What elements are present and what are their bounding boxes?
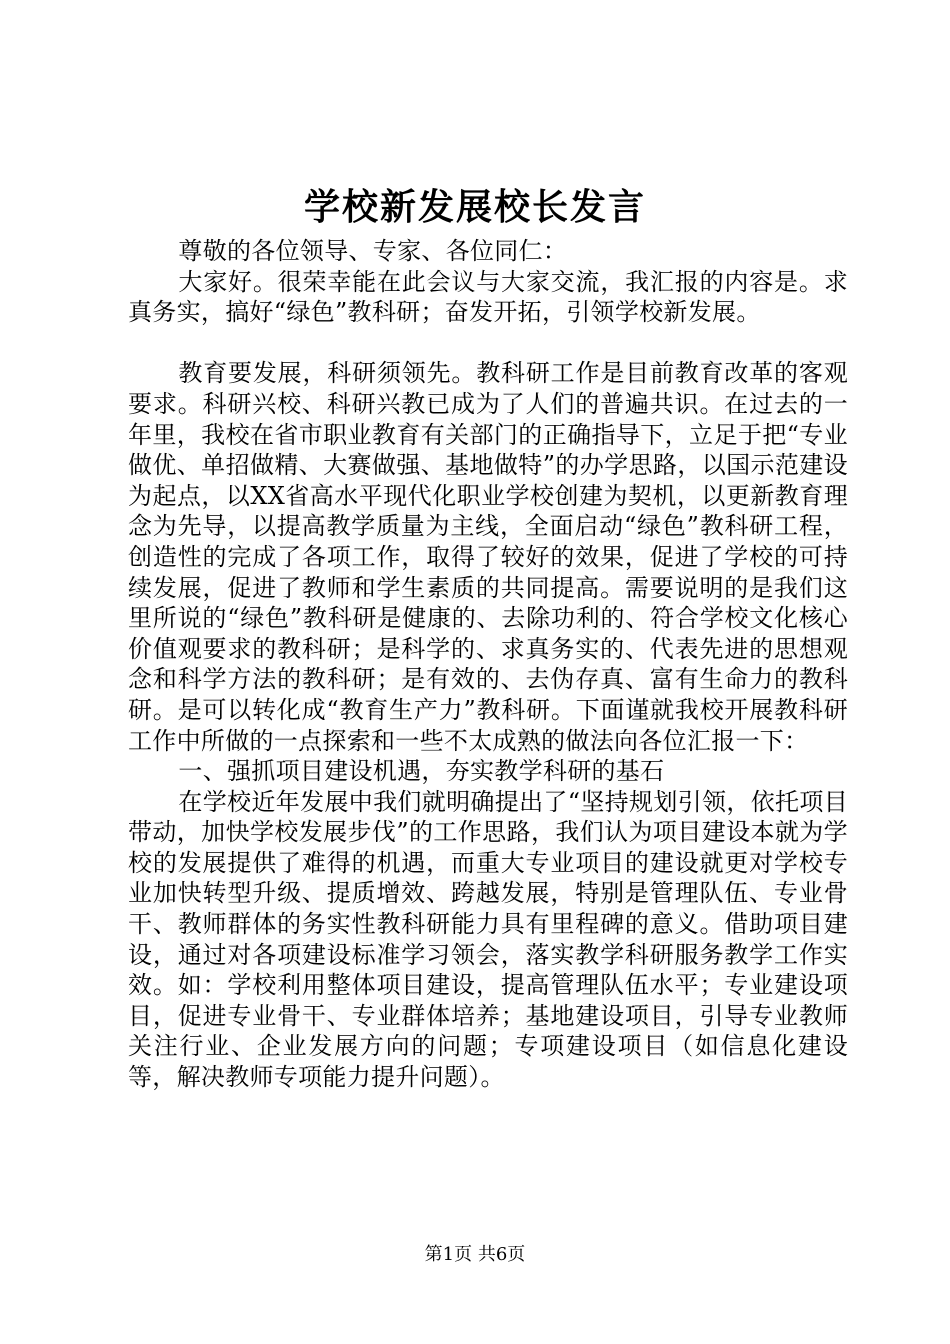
section-heading-one: 一、强抓项目建设机遇，夯实教学科研的基石: [178, 757, 665, 786]
project-development-paragraph: 在学校近年发展中我们就明确提出了“坚持规划引领，依托项目带动，加快学校发展步伐”的工作思路，我们认为项目建设本就为学校的发展提供了难得的机遇，而重大专业项目的建设就更对学校专业加快转型升级、提质增效、跨越发展，特别是管理队伍、专业骨干、教师群体的务实性教科研能力具有里程碑的意义。借助项目建设，通过对各项建设标准学习领会，落实教学科研服务教学工作实效。如：学校利用整体项目建设，提高管理队伍水平；专业建设项目，促进专业骨干、专业群体培养；基地建设项目，引导专业教师关注行业、企业发展方向的问题；专项建设项目（如信息化建设等，解决教师专项能力提升问题）。: [128, 787, 848, 1092]
research-overview-paragraph: 教育要发展，科研须领先。教科研工作是目前教育改革的客观要求。科研兴校、科研兴教已成为了人们的普遍共识。在过去的一年里，我校在省市职业教育有关部门的正确指导下，立足于把“专业做优、单招做精、大赛做强、基地做特”的办学思路，以国示范建设为起点，以XX省高水平现代化职业学校创建为契机，以更新教育理念为先导，以提高教学质量为主线，全面启动“绿色”教科研工程，创造性的完成了各项工作，取得了较好的效果，促进了学校的可持续发展，促进了教师和学生素质的共同提高。需要说明的是我们这里所说的“绿色”教科研是健康的、去除功利的、符合学校文化核心价值观要求的教科研；是科学的、求真务实的、代表先进的思想观念和科学方法的教科研；是有效的、去伪存真、富有生命力的教科研。是可以转化成“教育生产力”教科研。下面谨就我校开展教科研工作中所做的一点探索和一些不太成熟的做法向各位汇报一下：: [128, 359, 848, 755]
page-footer: 第1页 共6页: [424, 1244, 526, 1265]
greeting-paragraph: 尊敬的各位领导、专家、各位同仁：: [178, 237, 568, 265]
document-title: 学校新发展校长发言: [303, 186, 646, 228]
document-body: [128, 236, 848, 1093]
opening-paragraph: 大家好。很荣幸能在此会议与大家交流，我汇报的内容是。求真务实，搞好“绿色”教科研；奋发开拓，引领学校新发展。: [128, 267, 848, 327]
